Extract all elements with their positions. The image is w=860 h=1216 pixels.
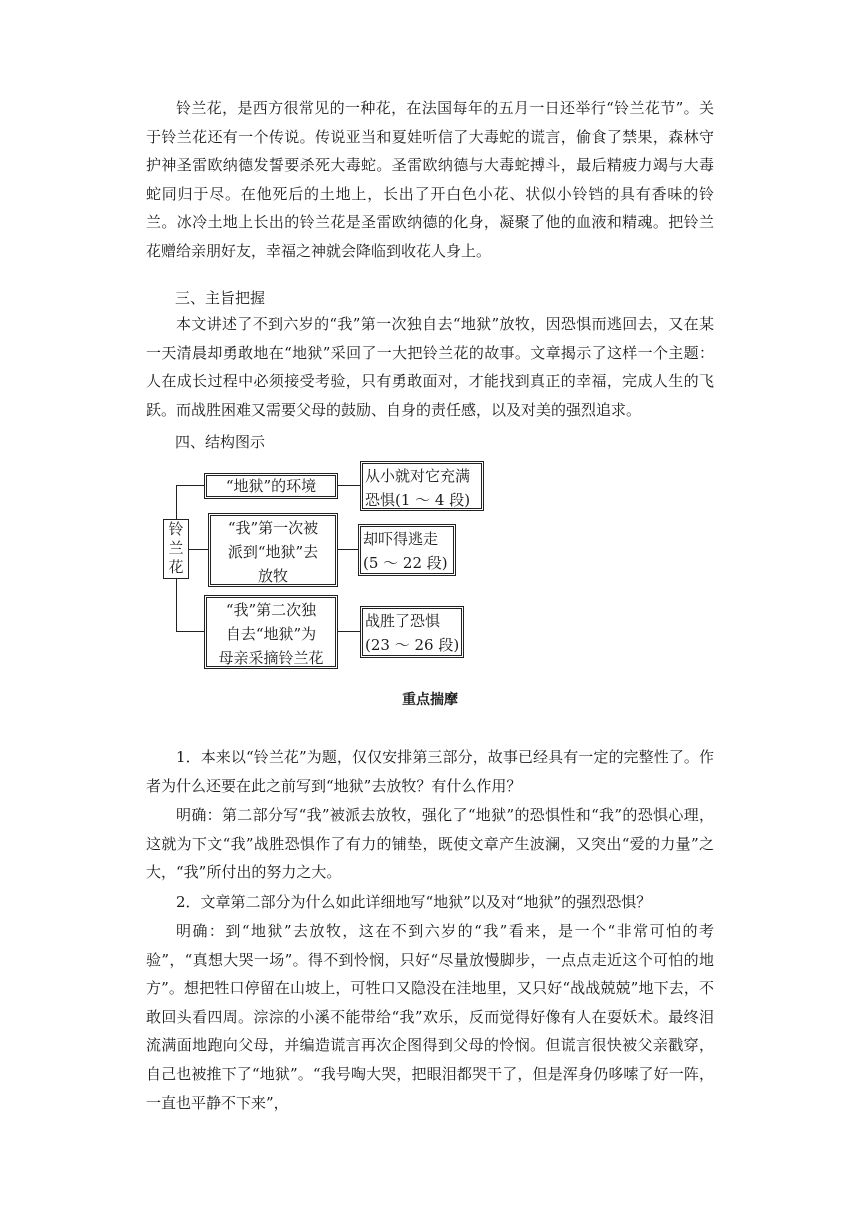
branch-1-text: “地狱”的环境 [225,477,317,495]
branch-line-1 [176,485,204,486]
branch-3-result-line: (23 ～ 26 段) [365,636,460,654]
branch-3-text: “我”第二次独 [225,601,317,619]
branch-3-text: 母亲采摘铃兰花 [218,649,324,667]
diagram-root-char: 花 [168,558,184,576]
branch-1-result-box [360,461,484,511]
branch-2-text: “我”第一次被 [227,519,319,537]
diagram-root-char: 铃 [168,520,184,538]
trunk-line-top [176,485,177,519]
branch-1-box [204,473,338,499]
legend-paragraph: 铃兰花，是西方很常见的一种花，在法国每年的五月一日还举行“铃兰花节”。关于铃兰花还有一个传说。传说亚当和夏娃听信了大毒蛇的谎言，偷食了禁果，森林守护神圣雷欧纳德发誓要杀死大毒蛇。圣雷欧纳德与大毒蛇搏斗，最后精疲力竭与大毒蛇同归于尽。在他死后的土地上，长出了开白色小花、状似小铃铛的具有香味的铃兰。冰冷土地上长出的铃兰花是圣雷欧纳德的化身，凝聚了他的血液和精魂。把铃兰花赠给亲朋好友，幸福之神就会降临到收花人身上。 [146,99,714,260]
branch-3-text: 自去“地狱”为 [225,625,317,643]
branch-2-text: 放牧 [257,567,288,585]
branch-1-result-line: 从小就对它充满 [365,467,471,485]
branch-2-connector [338,549,358,550]
answer-2: 明确：到“地狱”去放牧，这在不到六岁的“我”看来，是一个“非常可怕的考验”，“真想大哭一场”。得不到怜悯，只好“尽量放慢脚步，一点点走近这个可怕的地方”。想把牲口停留在山坡上，可牲口又隐没在洼地里，又只好“战战兢兢”地下去，不敢回头看四周。淙淙的小溪不能带给“我”欢乐，反而觉得好像有人在耍妖术。最终泪流满面地跑向父母，并编造谎言再次企图得到父母的怜悯。但谎言很快被父亲戳穿，自己也被推下了“地狱”。“我号啕大哭，把眼泪都哭干了，但是浑身仍哆嗦了好一阵，一直也平静不下来”， [146,922,714,1112]
branch-2-result-line: 却吓得逃走 [363,530,439,548]
answer-1: 明确：第二部分写“我”被派去放牧，强化了“地狱”的恐惧性和“我”的恐惧心理，这就为下文“我”战胜恐惧作了有力的铺垫，既使文章产生波澜，又突出“爱的力量”之大，“我”所付出的努力之大。 [146,806,714,882]
branch-2-result-line: (5 ～ 22 段) [363,554,448,572]
diagram-root-char: 兰 [168,539,184,557]
branch-1-result-line: 恐惧(1 ～ 4 段) [365,491,471,509]
branch-3-result-line: 战胜了恐惧 [365,612,441,630]
branch-line-3 [176,631,204,632]
heading-theme: 三、主旨把握 [175,289,266,307]
branch-3-connector [338,631,360,632]
branch-3-result-box [360,606,464,658]
branch-2-text: 派到“地狱”去 [227,543,319,561]
branch-2-box [208,513,338,587]
question-2: 2．文章第二部分为什么如此详细地写“地狱”以及对“地狱”的强烈恐惧？ [176,893,652,911]
diagram-root-box [163,519,189,579]
branch-1-connector [338,485,360,486]
branch-2-result-box [358,524,456,576]
question-1: 1．本来以“铃兰花”为题，仅仅安排第三部分，故事已经具有一定的完整性了。作者为什么还要在此之前写到“地狱”去放牧？有什么作用？ [146,748,714,795]
trunk-line-bottom [176,579,177,631]
heading-structure: 四、结构图示 [175,433,266,451]
section-title: 重点揣摩 [402,692,458,708]
theme-paragraph: 本文讲述了不到六岁的“我”第一次独自去“地狱”放牧，因恐惧而逃回去，又在某一天清晨却勇敢地在“地狱”采回了一大把铃兰花的故事。文章揭示了这样一个主题：人在成长过程中必须接受考验，只有勇敢面对，才能找到真正的幸福，完成人生的飞跃。而战胜困难又需要父母的鼓励、自身的责任感，以及对美的强烈追求。 [146,315,714,419]
branch-line-2 [189,549,208,550]
branch-3-box [204,595,338,669]
